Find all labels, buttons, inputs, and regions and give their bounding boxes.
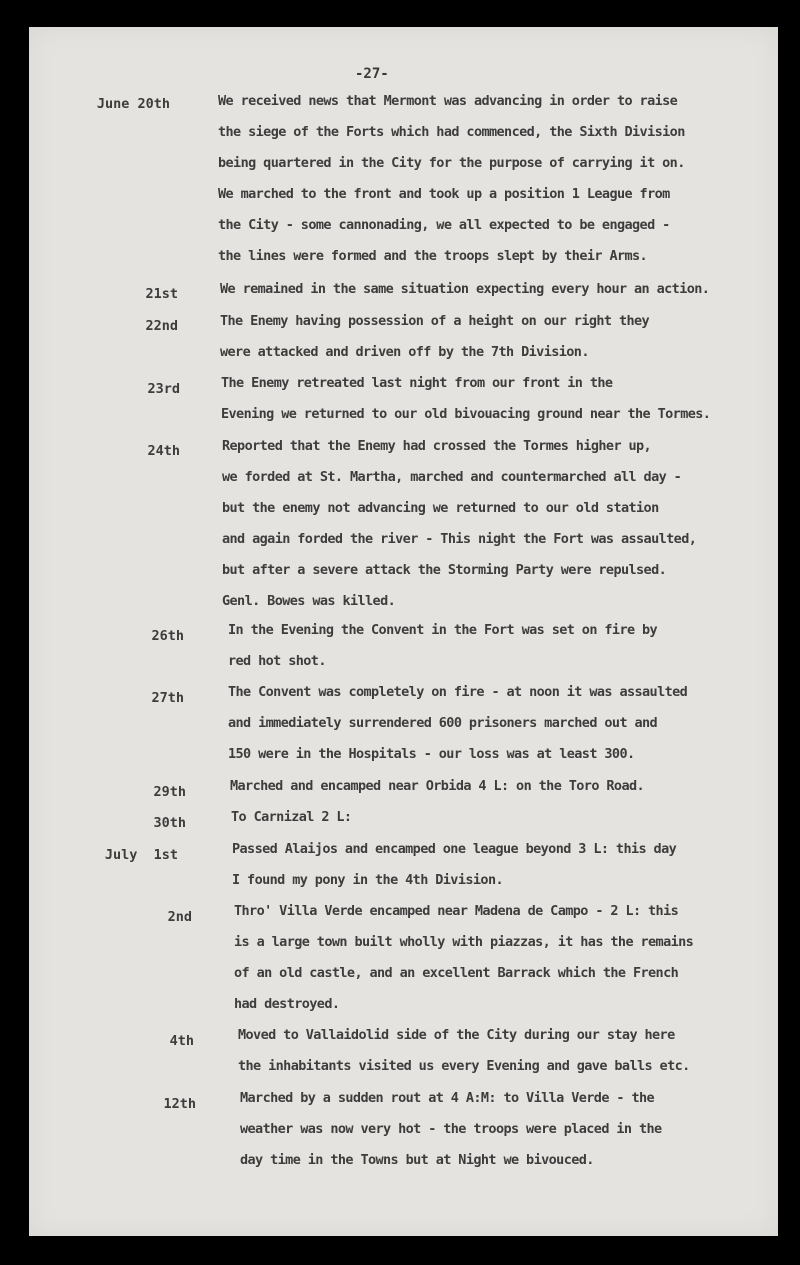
entry-line: Thro' Villa Verde encamped near Madena de Campo - 2 L: this [234,903,679,919]
entry-line: Genl. Bowes was killed. [222,593,396,609]
entry-text [218,86,685,272]
entry-line: the City - some cannonading, we all expected to be engaged - [218,217,670,233]
entry-text [222,431,696,617]
entry-line: We remained in the same situation expecting every hour an action. [220,281,710,297]
entry-line: The Convent was completely on fire - at noon it was assaulted [228,684,688,700]
entry-text [220,274,709,305]
entry-line: 150 were in the Hospitals - our loss was at least 300. [228,746,635,762]
entry-text [234,896,693,1020]
entry-date: July 1st [104,847,178,863]
entry-text [231,802,351,833]
entry-date: 29th [153,784,186,800]
entry-line: The Enemy having possession of a height on our right they [220,313,650,329]
entry-line: but the enemy not advancing we returned to our old station [222,500,659,516]
entry-line: To Carnizal 2 L: [231,809,352,825]
entry-line: and immediately surrendered 600 prisoners marched out and [228,715,658,731]
entry-line: Passed Alaijos and encamped one league beyond 3 L: this day [232,841,677,857]
entry-date: 26th [151,628,184,644]
entry-date: 2nd [167,909,192,925]
entry-line: weather was now very hot - the troops were placed in the [240,1121,662,1137]
entry-line: Marched by a sudden rout at 4 A:M: to Villa Verde - the [240,1090,655,1106]
entry-date: June 20th [96,96,170,112]
entry-text [232,834,676,896]
entry-line: were attacked and driven off by the 7th Division. [220,344,589,360]
entry-text [228,615,657,677]
entry-line: red hot shot. [228,653,326,669]
entry-date: 22nd [145,318,178,334]
entry-text [228,677,687,770]
entry-line: we forded at St. Martha, marched and countermarched all day - [222,469,682,485]
entry-line: We received news that Mermont was advancing in order to raise [218,93,678,109]
entry-line: and again forded the river - This night the Fort was assaulted, [222,531,697,547]
entry-date: 24th [147,443,180,459]
page-number: -27- [355,66,389,82]
entry-date: 23rd [147,381,180,397]
entry-line: but after a severe attack the Storming Party were repulsed. [222,562,667,578]
entry-line: In the Evening the Convent in the Fort was set on fire by [228,622,658,638]
entry-line: day time in the Towns but at Night we bivouced. [240,1152,594,1168]
entry-line: being quartered in the City for the purpose of carrying it on. [218,155,685,171]
entry-line: Reported that the Enemy had crossed the Tormes higher up, [222,438,652,454]
entry-line: We marched to the front and took up a position 1 League from [218,186,670,202]
entry-line: of an old castle, and an excellent Barrack which the French [234,965,679,981]
entry-line: The Enemy retreated last night from our front in the [221,375,613,391]
entry-line: the siege of the Forts which had commenced, the Sixth Division [218,124,685,140]
entry-line: I found my pony in the 4th Division. [232,872,503,888]
entry-text [221,368,710,430]
entry-text [238,1020,690,1082]
entry-line: Evening we returned to our old bivouacing ground near the Tormes. [221,406,711,422]
entry-date: 30th [153,815,186,831]
entry-text [240,1083,662,1176]
entry-date: 21st [145,286,178,302]
entry-line: had destroyed. [234,996,340,1012]
entry-text [230,771,644,802]
entry-line: the lines were formed and the troops slept by their Arms. [218,248,648,264]
entry-text [220,306,649,368]
entry-line: Moved to Vallaidolid side of the City during our stay here [238,1027,675,1043]
entry-line: Marched and encamped near Orbida 4 L: on the Toro Road. [230,778,645,794]
entry-line: is a large town built wholly with piazzas, it has the remains [234,934,694,950]
entry-date: 4th [169,1033,194,1049]
entry-date: 12th [163,1096,196,1112]
entry-date: 27th [151,690,184,706]
entry-line: the inhabitants visited us every Evening and gave balls etc. [238,1058,690,1074]
